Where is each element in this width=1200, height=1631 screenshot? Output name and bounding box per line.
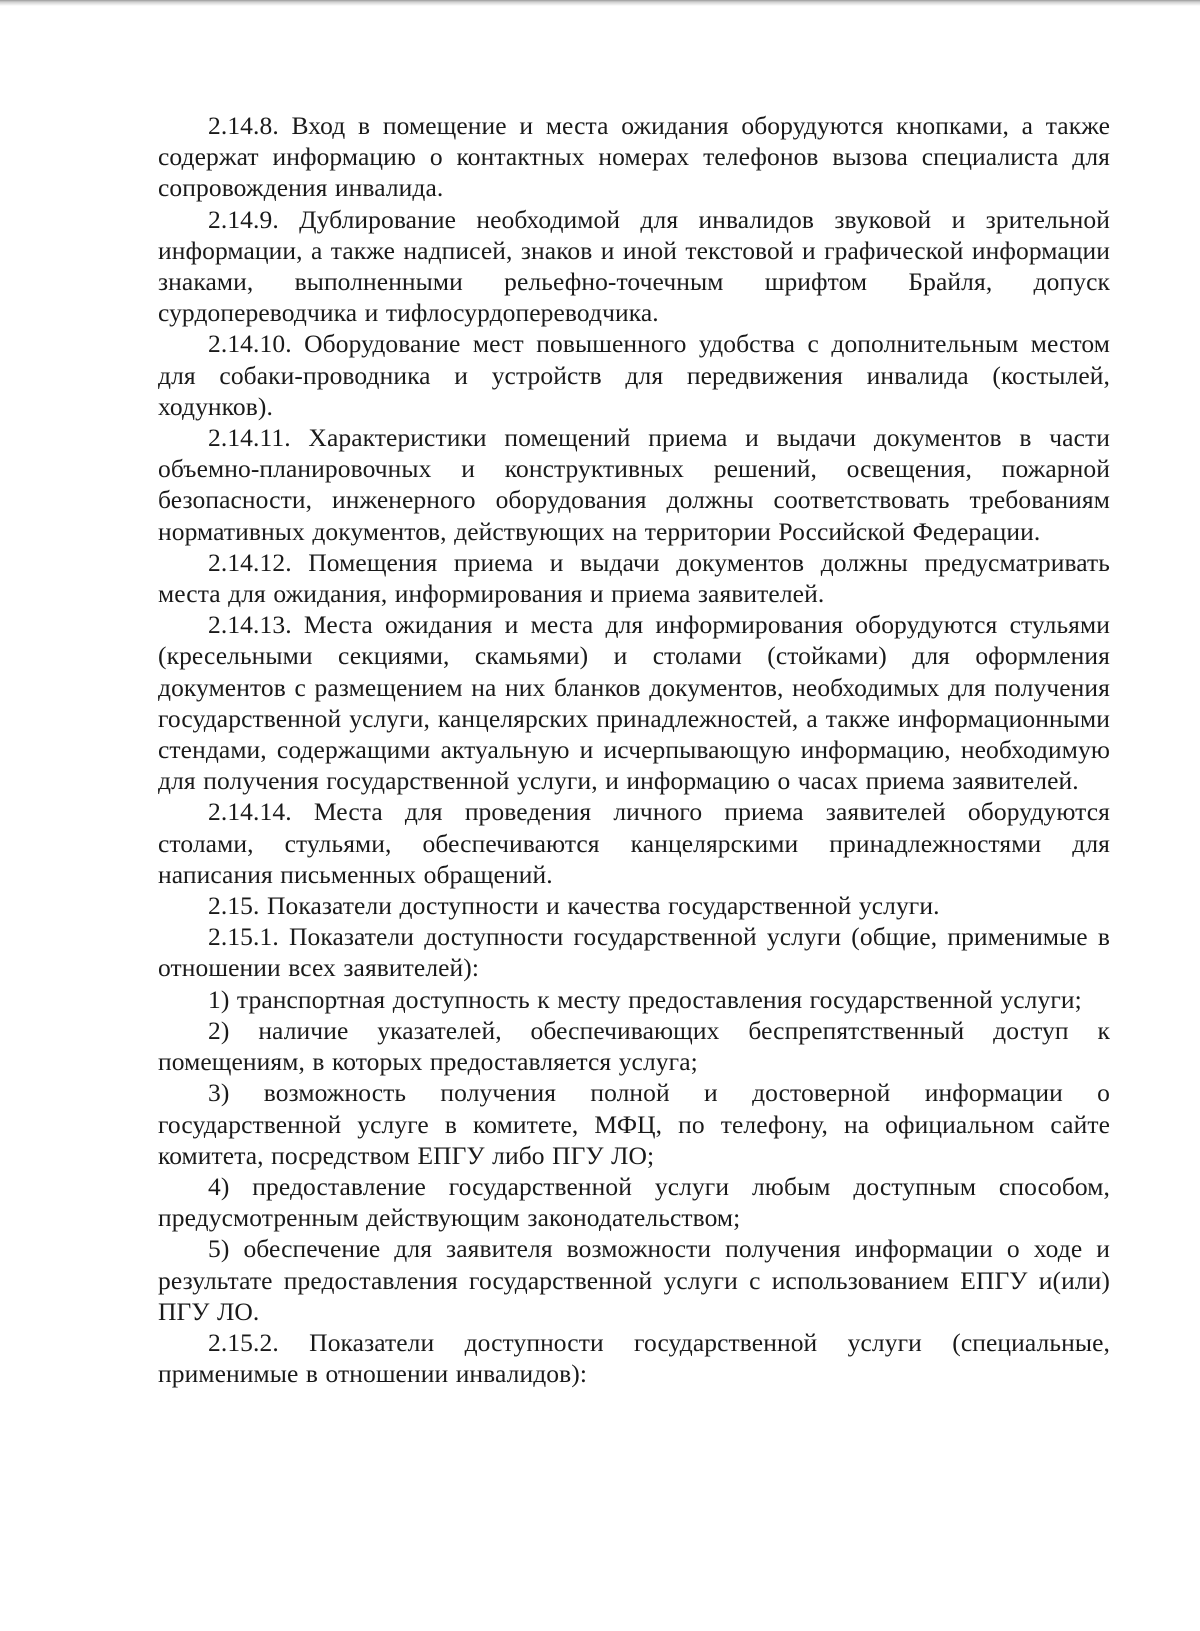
list-item-2: 2) наличие указателей, обеспечивающих беспрепятственный доступ к помещениям, в которых предоставляется услуга; bbox=[158, 1015, 1110, 1077]
paragraph-2-14-11: 2.14.11. Характеристики помещений приема и выдачи документов в части объемно-планировочных и конструктивных решений, освещения, пожарной безопасности, инженерного оборудования должны соответствовать требованиям нормативных документов, действующих на территории Российской Федерации. bbox=[158, 423, 1110, 546]
paragraph-2-15-2: 2.15.2. Показатели доступности государственной услуги (специальные, применимые в отношении инвалидов): bbox=[158, 1327, 1110, 1389]
scan-top-edge bbox=[0, 0, 1200, 6]
list-item-3: 3) возможность получения полной и достоверной информации о государственной услуге в комитете, МФЦ, по телефону, на официальном сайте комитета, посредством ЕПГУ либо ПГУ ЛО; bbox=[158, 1078, 1110, 1170]
paragraph-2-14-12: 2.14.12. Помещения приема и выдачи документов должны предусматривать места для ожидания, информирования и приема заявителей. bbox=[158, 547, 1110, 609]
paragraph-2-14-14: 2.14.14. Места для проведения личного приема заявителей оборудуются столами, стульями, обеспечиваются канцелярскими принадлежностями для написания письменных обращений. bbox=[158, 797, 1110, 889]
paragraph-2-14-8: 2.14.8. Вход в помещение и места ожидания оборудуются кнопками, а также содержат информацию о контактных номерах телефонов вызова специалиста для сопровождения инвалида. bbox=[158, 111, 1110, 203]
paragraph-2-15: 2.15. Показатели доступности и качества государственной услуги. bbox=[208, 891, 940, 921]
paragraph-2-14-13: 2.14.13. Места ожидания и места для информирования оборудуются стульями (кресельными секциями, скамьями) и столами (стойками) для оформления документов с размещением на них бланков документов, необходимых для получения государственной услуги, канцелярских принадлежностей, а также информационными стендами, содержащими актуальную и исчерпывающую информацию, необходимую для получения государственной услуги, и информацию о часах приема заявителей. bbox=[158, 610, 1110, 796]
paragraph-2-15-1: 2.15.1. Показатели доступности государственной услуги (общие, применимые в отношении всех заявителей): bbox=[158, 922, 1110, 983]
list-item-5: 5) обеспечение для заявителя возможности получения информации о ходе и результате предоставления государственной услуги с использованием ЕПГУ и(или) ПГУ ЛО. bbox=[158, 1234, 1110, 1326]
list-item-4: 4) предоставление государственной услуги любым доступным способом, предусмотренным действующим законодательством; bbox=[158, 1171, 1110, 1233]
document-body bbox=[158, 110, 1110, 1389]
paragraph-2-14-10: 2.14.10. Оборудование мест повышенного удобства с дополнительным местом для собаки-проводника и устройств для передвижения инвалида (костылей, ходунков). bbox=[158, 329, 1110, 421]
list-item-1: 1) транспортная доступность к месту предоставления государственной услуги; bbox=[208, 984, 1082, 1014]
paragraph-2-14-9: 2.14.9. Дублирование необходимой для инвалидов звуковой и зрительной информации, а также надписей, знаков и иной текстовой и графической информации знаками, выполненными рельефно-точечным шрифтом Брайля, допуск сурдопереводчика и тифлосурдопереводчика. bbox=[158, 204, 1110, 328]
